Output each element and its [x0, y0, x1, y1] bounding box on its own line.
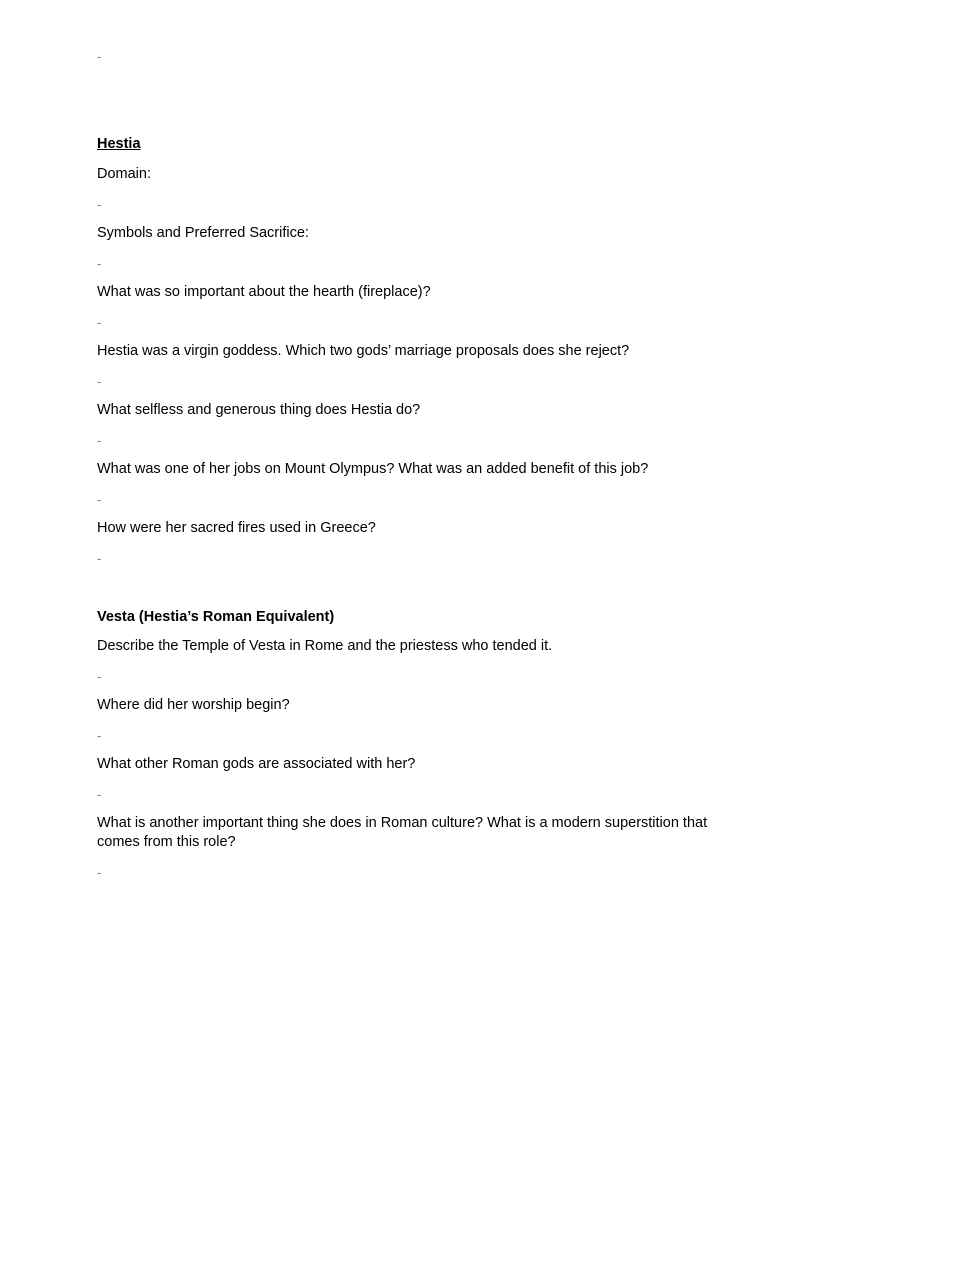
section-heading-vesta: Vesta (Hestia’s Roman Equivalent) — [97, 609, 335, 625]
section-heading-hestia: Hestia — [97, 136, 141, 152]
question-roman-culture-role: What is another important thing she does in Roman culture? What is a modern superstition that comes from this role? — [97, 815, 708, 850]
question-hearth: What was so important about the hearth (fireplace)? — [97, 284, 431, 300]
answer-bullet: - — [97, 433, 102, 448]
question-temple-of-vesta: Describe the Temple of Vesta in Rome and the priestess who tended it. — [97, 638, 553, 654]
answer-bullet: - — [97, 865, 102, 880]
question-marriage-proposals: Hestia was a virgin goddess. Which two gods’ marriage proposals does she reject? — [97, 343, 630, 359]
answer-bullet: - — [97, 256, 102, 271]
answer-bullet: - — [97, 492, 102, 507]
bullet-dash: - — [97, 49, 102, 64]
answer-bullet: - — [97, 315, 102, 330]
answer-bullet: - — [97, 787, 102, 802]
question-worship-origin: Where did her worship begin? — [97, 697, 290, 713]
question-selfless-act: What selfless and generous thing does Hestia do? — [97, 402, 421, 418]
answer-bullet: - — [97, 728, 102, 743]
question-symbols: Symbols and Preferred Sacrifice: — [97, 225, 309, 241]
question-olympus-job: What was one of her jobs on Mount Olympus? What was an added benefit of this job? — [97, 461, 649, 477]
question-domain: Domain: — [97, 166, 151, 182]
answer-bullet: - — [97, 551, 102, 566]
answer-bullet: - — [97, 197, 102, 212]
question-associated-gods: What other Roman gods are associated with her? — [97, 756, 416, 772]
answer-bullet: - — [97, 669, 102, 684]
question-sacred-fires: How were her sacred fires used in Greece? — [97, 520, 376, 536]
answer-bullet: - — [97, 374, 102, 389]
